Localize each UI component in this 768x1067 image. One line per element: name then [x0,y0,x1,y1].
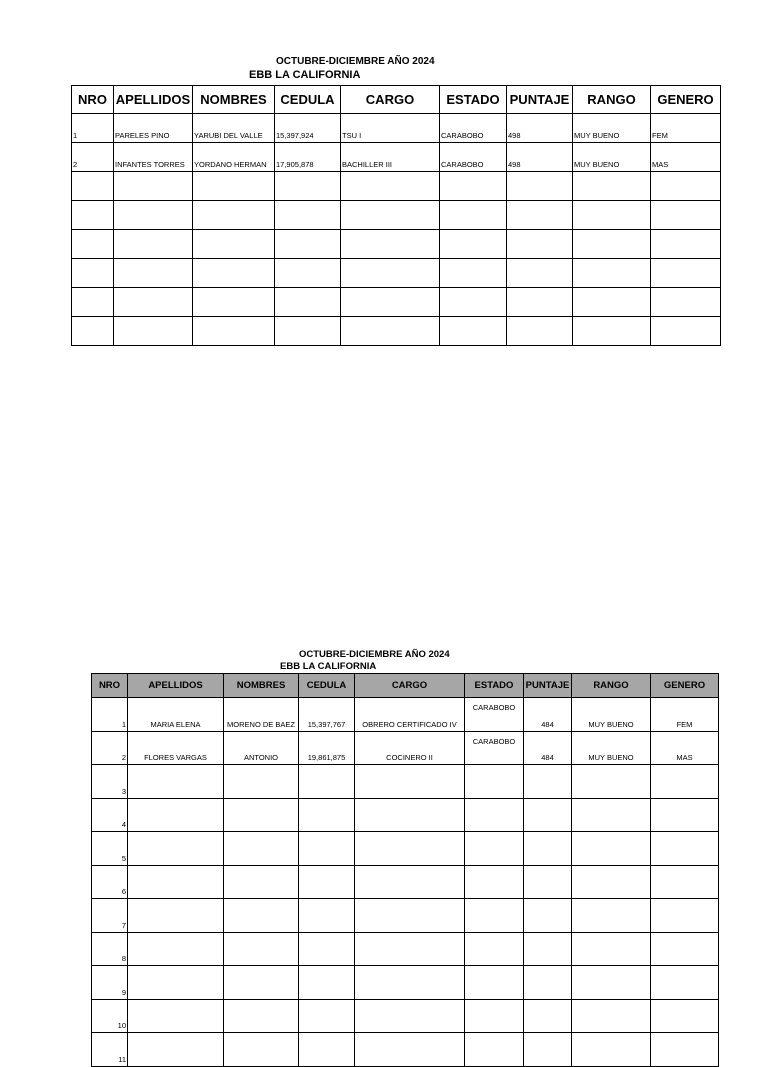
table-cell [572,932,651,966]
table-cell [114,201,193,230]
table-cell [572,899,651,933]
table-cell [355,832,465,866]
table-cell [507,317,573,346]
table-cell [572,966,651,1000]
table-row [92,698,719,732]
table-cell: MUY BUENO [572,698,651,732]
table-cell [465,798,524,832]
table-row [72,259,721,288]
table-cell: MAS [651,731,719,765]
table-cell [275,201,341,230]
table-cell [128,899,224,933]
table-cell [651,999,719,1033]
table-cell [524,932,572,966]
table-cell: 9 [92,966,128,1000]
table-cell [440,230,507,259]
table-cell [224,966,299,1000]
table-cell [114,317,193,346]
table-cell: MUY BUENO [573,143,651,172]
table-cell [72,230,114,259]
table-cell: MAS [651,143,721,172]
column-header: CEDULA [275,86,341,114]
table-cell [193,201,275,230]
table-cell [572,765,651,799]
table-cell [573,201,651,230]
table-cell [651,230,721,259]
column-header: NOMBRES [193,86,275,114]
column-header: APELLIDOS [114,86,193,114]
table-cell [651,966,719,1000]
table-cell: YORDANO HERMAN [193,143,275,172]
table-cell [524,1033,572,1067]
table-cell: 2 [92,731,128,765]
table-cell: FEM [651,114,721,143]
table-cell [114,259,193,288]
table-cell [651,172,721,201]
table-cell [128,765,224,799]
table-cell [651,832,719,866]
table-cell [651,1033,719,1067]
table-cell [465,899,524,933]
table-cell [465,966,524,1000]
table-row [72,201,721,230]
table-cell [465,765,524,799]
table-cell: CARABOBO [440,143,507,172]
table-cell [128,932,224,966]
table-cell [572,865,651,899]
table-cell [440,201,507,230]
table-cell [114,288,193,317]
table-cell [524,865,572,899]
table-cell [224,1033,299,1067]
table-cell [572,1033,651,1067]
table-cell [341,201,440,230]
column-header: GENERO [651,86,721,114]
column-header: APELLIDOS [128,674,224,698]
table-cell [572,832,651,866]
table-cell: MUY BUENO [573,114,651,143]
column-header: NOMBRES [224,674,299,698]
table-cell [524,999,572,1033]
table-cell [524,798,572,832]
table-cell [507,172,573,201]
table-cell [72,172,114,201]
table-cell [224,999,299,1033]
table-cell [341,230,440,259]
table-cell: 2 [72,143,114,172]
table-cell [573,259,651,288]
section2-table [91,673,719,1067]
table-cell [465,1033,524,1067]
section2-title-period: OCTUBRE-DICIEMBRE AÑO 2024 [299,649,450,660]
table-cell: ANTONIO [224,731,299,765]
table-cell [651,259,721,288]
table-cell [651,865,719,899]
table-cell [341,317,440,346]
section2-title-school: EBB LA CALIFORNIA [280,661,377,672]
table-cell [128,798,224,832]
column-header: NRO [92,674,128,698]
section1-title-school: EBB LA CALIFORNIA [249,69,361,81]
table-row [72,172,721,201]
table-row [92,966,719,1000]
table-cell [224,899,299,933]
table-cell: CARABOBO [465,698,524,732]
table-cell [224,865,299,899]
table-cell [193,317,275,346]
table-cell [193,259,275,288]
table-cell [440,259,507,288]
table-cell: 484 [524,698,572,732]
table-cell [651,288,721,317]
table-cell [72,317,114,346]
table-cell [341,172,440,201]
column-header: ESTADO [465,674,524,698]
table-cell [651,765,719,799]
table-row [72,288,721,317]
table-cell: 1 [72,114,114,143]
table-cell: 10 [92,999,128,1033]
table-cell [524,765,572,799]
table-cell [651,932,719,966]
table-cell [114,172,193,201]
section1-table [71,85,721,346]
table-cell [224,832,299,866]
table-cell [651,899,719,933]
table-cell [299,1033,355,1067]
table-cell: FLORES VARGAS [128,731,224,765]
column-header: CARGO [355,674,465,698]
table-cell [524,899,572,933]
table-cell [440,317,507,346]
column-header: NRO [72,86,114,114]
table-cell [299,865,355,899]
table-cell [224,798,299,832]
table-cell [341,259,440,288]
table-header-row [92,674,719,698]
table-cell [507,288,573,317]
table-cell [128,999,224,1033]
table-row [92,798,719,832]
table-cell: 484 [524,731,572,765]
column-header: RANGO [572,674,651,698]
table-cell [128,832,224,866]
table-cell [355,765,465,799]
table-cell [299,765,355,799]
table-cell [355,966,465,1000]
table-row [72,317,721,346]
table-cell: CARABOBO [440,114,507,143]
table-cell [193,288,275,317]
table-cell: MUY BUENO [572,731,651,765]
table-cell [651,798,719,832]
table-cell: 6 [92,865,128,899]
section1-title-period: OCTUBRE-DICIEMBRE AÑO 2024 [276,56,435,67]
table-cell [128,966,224,1000]
table-cell [355,865,465,899]
column-header: RANGO [573,86,651,114]
table-cell [524,832,572,866]
table-cell [465,865,524,899]
table-cell [440,172,507,201]
table-cell [440,288,507,317]
table-cell: COCINERO II [355,731,465,765]
table-cell [275,288,341,317]
table-row [92,832,719,866]
table-header-row [72,86,721,114]
table-cell [524,966,572,1000]
table-cell: CARABOBO [465,731,524,765]
table-cell [355,932,465,966]
column-header: PUNTAJE [507,86,573,114]
table-cell [355,798,465,832]
table-cell: MORENO DE BAEZ [224,698,299,732]
table-cell [224,932,299,966]
table-cell: 15,397,924 [275,114,341,143]
table-cell: PARELES PINO [114,114,193,143]
table-cell: INFANTES TORRES [114,143,193,172]
table-cell [572,999,651,1033]
table-row [92,899,719,933]
table-cell [275,259,341,288]
table-cell: 8 [92,932,128,966]
table-cell [573,172,651,201]
table-cell: 7 [92,899,128,933]
table-row [72,114,721,143]
table-cell [355,999,465,1033]
table-cell: 19,861,875 [299,731,355,765]
column-header: PUNTAJE [524,674,572,698]
table-cell: 5 [92,832,128,866]
table-cell: TSU I [341,114,440,143]
table-cell [72,201,114,230]
table-cell: 498 [507,114,573,143]
table-cell: 17,905,878 [275,143,341,172]
column-header: GENERO [651,674,719,698]
table-cell [507,230,573,259]
table-cell: 498 [507,143,573,172]
table-cell: FEM [651,698,719,732]
table-cell [275,230,341,259]
table-cell [193,172,275,201]
table-cell [299,999,355,1033]
table-cell [299,932,355,966]
table-row [72,143,721,172]
table-cell [275,317,341,346]
table-cell [114,230,193,259]
table-cell [465,832,524,866]
table-cell [355,899,465,933]
table-cell [128,1033,224,1067]
table-cell [299,832,355,866]
table-cell [299,798,355,832]
table-row [92,999,719,1033]
table-cell: 1 [92,698,128,732]
table-cell [128,865,224,899]
table-cell: BACHILLER III [341,143,440,172]
table-cell [224,765,299,799]
table-cell [299,899,355,933]
table-cell [465,932,524,966]
table-cell [572,798,651,832]
table-cell [507,259,573,288]
column-header: CARGO [341,86,440,114]
table-cell [275,172,341,201]
table-cell [507,201,573,230]
table-cell [573,230,651,259]
table-cell [72,259,114,288]
table-cell [573,317,651,346]
table-cell: 3 [92,765,128,799]
table-cell [341,288,440,317]
table-cell [72,288,114,317]
column-header: CEDULA [299,674,355,698]
table-cell: 4 [92,798,128,832]
table-row [72,230,721,259]
table-cell [573,288,651,317]
table-cell [355,1033,465,1067]
table-cell [193,230,275,259]
table-row [92,731,719,765]
table-row [92,765,719,799]
table-cell: MARIA ELENA [128,698,224,732]
table-cell: YARUBI DEL VALLE [193,114,275,143]
table-cell [299,966,355,1000]
column-header: ESTADO [440,86,507,114]
table-cell [465,999,524,1033]
table-row [92,932,719,966]
table-row [92,1033,719,1067]
table-cell: 15,397,767 [299,698,355,732]
table-cell: OBRERO CERTIFICADO IV [355,698,465,732]
table-row [92,865,719,899]
table-cell [651,201,721,230]
table-cell [651,317,721,346]
table-cell: 11 [92,1033,128,1067]
